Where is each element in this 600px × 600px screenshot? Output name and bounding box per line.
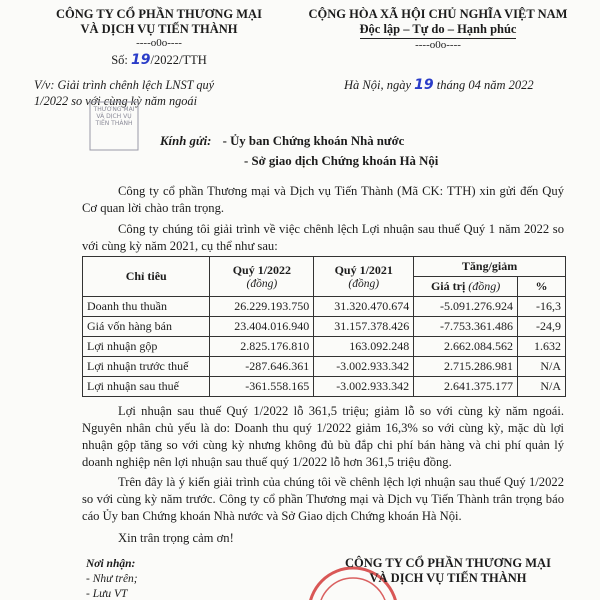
table-row (83, 337, 566, 357)
recipient-2: - Sở giao dịch Chứng khoán Hà Nội (244, 154, 439, 168)
company-stamp-mark (88, 100, 140, 152)
header-q2021-label: Quý 1/2021 (334, 263, 393, 277)
row-q2021: 31.157.378.426 (314, 317, 414, 337)
paragraph-thanks: Xin trân trọng cảm ơn! (118, 531, 234, 545)
national-header (288, 7, 588, 52)
row-value: -7.753.361.486 (414, 317, 518, 337)
row-value: 2.662.084.562 (414, 337, 518, 357)
row-item: Lợi nhuận trước thuế (83, 357, 210, 377)
row-item: Lợi nhuận gộp (83, 337, 210, 357)
row-pct: -24,9 (518, 317, 566, 337)
row-value: 2.715.286.981 (414, 357, 518, 377)
signature-block (318, 556, 578, 586)
doc-number-prefix: Số: (111, 53, 128, 67)
row-q2021: -3.002.933.342 (314, 357, 414, 377)
header-value-unit: (đồng) (468, 279, 501, 293)
header-q2021-unit: (đồng) (348, 278, 380, 290)
footer-recipients-label: Nơi nhận: (86, 558, 136, 570)
row-pct: N/A (518, 377, 566, 397)
row-value: -5.091.276.924 (414, 297, 518, 317)
row-q2021: -3.002.933.342 (314, 377, 414, 397)
footer-recipient-2: - Lưu VT (86, 588, 128, 600)
profit-comparison-table (82, 256, 566, 397)
row-item: Doanh thu thuần (83, 297, 210, 317)
row-q2022: 2.825.176.810 (210, 337, 314, 357)
doc-number (34, 53, 284, 68)
row-value: 2.641.375.177 (414, 377, 518, 397)
footer-recipient-1: - Như trên; (86, 573, 138, 585)
header-value-label: Giá trị (430, 279, 466, 293)
header-q2021 (314, 257, 414, 297)
row-q2021: 31.320.470.674 (314, 297, 414, 317)
doc-number-handwritten: 19 (131, 52, 151, 68)
header-item: Chỉ tiêu (83, 257, 210, 297)
row-pct: -16,3 (518, 297, 566, 317)
date-day-handwritten: 19 (414, 77, 434, 93)
company-header (34, 7, 284, 68)
row-item: Giá vốn hàng bán (83, 317, 210, 337)
recipients-label: Kính gửi: (160, 134, 212, 148)
row-q2022: 23.404.016.940 (210, 317, 314, 337)
motto: Độc lập – Tự do – Hạnh phúc (360, 22, 517, 39)
subject-line1: V/v: Giải trình chênh lệch LNST quý (34, 78, 215, 92)
header-separator-right: ----o0o---- (415, 39, 461, 51)
motto-wrap (288, 22, 588, 39)
header-q2022-unit: (đồng) (246, 278, 278, 290)
table-header-row (83, 257, 566, 277)
header-separator-left: ----o0o---- (136, 37, 182, 49)
header-value (414, 277, 518, 297)
subject-line2: 1/2022 so với cùng kỳ năm ngoái (34, 94, 197, 108)
table-row (83, 317, 566, 337)
table-row (83, 357, 566, 377)
row-q2022: -287.646.361 (210, 357, 314, 377)
row-q2022: -361.558.165 (210, 377, 314, 397)
table-row (83, 297, 566, 317)
subject (34, 77, 294, 109)
signature-line2: VÀ DỊCH VỤ TIẾN THÀNH (369, 571, 527, 585)
paragraph-conclusion: Trên đây là ý kiến giải trình của chúng tôi về chênh lệch lợi nhuận sau thuế Quý 1/2022 so với cùng kỳ năm trước. Công ty cổ phần Thương mại và Dịch vụ Tiến Thành trân trọng báo cáo Ủy ban Chứng khoán Nhà nước và Sở Giao dịch Chứng khoán Hà Nội. (82, 475, 564, 523)
table-row (83, 377, 566, 397)
header-q2022 (210, 257, 314, 297)
row-pct: N/A (518, 357, 566, 377)
header-pct: % (518, 277, 566, 297)
stamp-text: THƯƠNG MẠI VÀ DỊCH VỤ TIẾN THÀNH (93, 106, 135, 127)
footer-recipients (86, 557, 138, 600)
doc-number-suffix: /2022/TTH (150, 53, 207, 67)
row-item: Lợi nhuận sau thuế (83, 377, 210, 397)
paragraph-intro: Công ty chúng tôi giải trình về việc chênh lệch Lợi nhuận sau thuế Quý 1 năm 2022 so với cùng kỳ năm 2021, cụ thể như sau: (82, 222, 564, 253)
paragraph-explanation: Lợi nhuận sau thuế Quý 1/2022 lỗ 361,5 triệu; giảm lỗ so với cùng kỳ năm ngoái. Nguyên nhân chủ yếu là do: Doanh thu quý 1/2022 giảm 16,3% so với cùng kỳ, mặc dù lợi nhuận gộp tăng so với cùng kỳ nhưng không đủ bù đắp chi phí bán hàng và chi phí quản lý doanh nghiệp nên lợi nhuận sau thuế quý 1/2022 lỗ hơn 361,5 triệu đồng. (82, 404, 564, 469)
header-q2022-label: Quý 1/2022 (232, 263, 292, 277)
country-name: CỘNG HÒA XÃ HỘI CHỦ NGHĨA VIỆT NAM (308, 7, 568, 21)
company-name-line1: CÔNG TY CỔ PHẦN THƯƠNG MẠI (56, 7, 262, 21)
company-name-line2: VÀ DỊCH VỤ TIẾN THÀNH (80, 22, 238, 36)
recipient-1: - Ủy ban Chứng khoán Nhà nước (222, 134, 405, 148)
row-q2022: 26.229.193.750 (210, 297, 314, 317)
row-q2021: 163.092.248 (314, 337, 414, 357)
date-suffix: tháng 04 năm 2022 (436, 78, 534, 92)
paragraph-greeting: Công ty cổ phần Thương mại và Dịch vụ Tiến Thành (Mã CK: TTH) xin gửi đến Quý Cơ quan lời chào trân trọng. (82, 184, 564, 215)
signature-line1: CÔNG TY CỔ PHẦN THƯƠNG MẠI (345, 556, 551, 570)
recipients (160, 131, 438, 171)
header-change: Tăng/giảm (414, 257, 566, 277)
date-prefix: Hà Nội, ngày (344, 78, 412, 92)
row-pct: 1.632 (518, 337, 566, 357)
issue-date (344, 77, 574, 93)
